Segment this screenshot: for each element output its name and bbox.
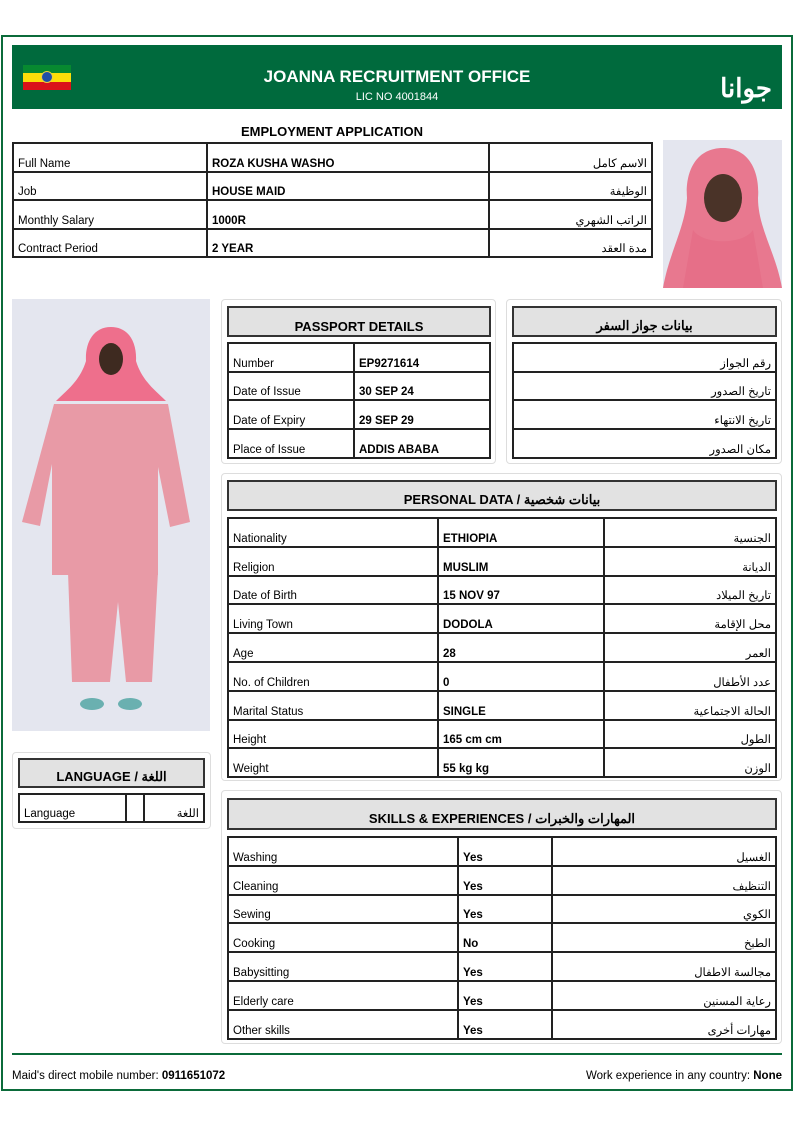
field-value: 15 NOV 97	[438, 576, 604, 605]
mobile-number: 0911651072	[161, 1070, 226, 1082]
arabic-logo: جوانا	[720, 73, 772, 103]
field-label: No. of Children	[228, 662, 438, 691]
table-row	[228, 633, 776, 662]
field-value: Yes	[458, 837, 552, 866]
personal-data-table	[227, 517, 777, 778]
field-label-arabic: العمر	[604, 633, 776, 662]
table-row	[228, 952, 776, 981]
table-row	[228, 866, 776, 895]
table-row	[228, 343, 490, 372]
field-value: 28	[438, 633, 604, 662]
portrait-photo	[663, 140, 782, 288]
table-row	[228, 604, 776, 633]
skills-table	[227, 836, 777, 1040]
experience-value: None	[753, 1070, 782, 1082]
field-label-arabic: الوزن	[604, 748, 776, 777]
field-label: Sewing	[228, 895, 458, 924]
field-label: Cooking	[228, 923, 458, 952]
field-label-arabic: الراتب الشهري	[489, 200, 652, 229]
field-label-arabic: الجنسية	[604, 518, 776, 547]
passport-heading: PASSPORT DETAILS	[227, 306, 491, 337]
field-value: 2 YEAR	[207, 229, 489, 258]
table-row	[13, 229, 652, 258]
office-title: JOANNA RECRUITMENT OFFICE	[263, 67, 531, 86]
field-label-arabic: الغسيل	[552, 837, 776, 866]
field-value: 1000R	[207, 200, 489, 229]
field-label-arabic: الطبخ	[552, 923, 776, 952]
field-value: Yes	[458, 866, 552, 895]
passport-arabic-table	[512, 342, 777, 459]
field-label-arabic: رعاية المسنين	[552, 981, 776, 1010]
table-row	[13, 143, 652, 172]
passport-table	[227, 342, 491, 459]
table-row	[228, 981, 776, 1010]
field-label: Marital Status	[228, 691, 438, 720]
work-experience-line	[586, 1070, 782, 1082]
language-value	[126, 794, 144, 822]
field-label: Weight	[228, 748, 438, 777]
field-label: Living Town	[228, 604, 438, 633]
field-value: Yes	[458, 895, 552, 924]
table-row	[513, 429, 776, 458]
personal-data-heading: PERSONAL DATA / بيانات شخصية	[227, 480, 777, 511]
language-table	[18, 793, 205, 823]
table-row	[228, 720, 776, 749]
table-row	[513, 343, 776, 372]
field-value: SINGLE	[438, 691, 604, 720]
field-label-arabic: مدة العقد	[489, 229, 652, 258]
field-label: Date of Expiry	[228, 400, 354, 429]
field-label: Date of Birth	[228, 576, 438, 605]
language-label-arabic: اللغة	[144, 794, 204, 822]
experience-label: Work experience in any country:	[585, 1070, 751, 1082]
field-label: Religion	[228, 547, 438, 576]
language-label: Language	[19, 794, 126, 822]
table-row	[228, 372, 490, 401]
table-row	[513, 372, 776, 401]
table-row	[228, 691, 776, 720]
table-row	[228, 837, 776, 866]
table-row	[228, 1010, 776, 1039]
field-label: Age	[228, 633, 438, 662]
table-row	[228, 923, 776, 952]
field-value: 55 kg kg	[438, 748, 604, 777]
field-label: Full Name	[13, 143, 207, 172]
field-value: 29 SEP 29	[354, 400, 490, 429]
field-value: ETHIOPIA	[438, 518, 604, 547]
field-label-arabic: الديانة	[604, 547, 776, 576]
field-label: Nationality	[228, 518, 438, 547]
skills-heading: SKILLS & EXPERIENCES / المهارات والخبرات	[227, 798, 777, 830]
field-label-arabic: التنظيف	[552, 866, 776, 895]
passport-heading-arabic: بيانات جواز السفر	[512, 306, 777, 337]
field-label-arabic: عدد الأطفال	[604, 662, 776, 691]
field-label: Number	[228, 343, 354, 372]
field-label: Other skills	[228, 1010, 458, 1039]
field-label-arabic: مهارات أخرى	[552, 1010, 776, 1039]
field-value: 165 cm cm	[438, 720, 604, 749]
table-row	[228, 400, 490, 429]
field-value: 0	[438, 662, 604, 691]
field-label-arabic: الطول	[604, 720, 776, 749]
table-row	[228, 547, 776, 576]
field-label: Date of Issue	[228, 372, 354, 401]
field-label-arabic: محل الإقامة	[604, 604, 776, 633]
table-row	[513, 400, 776, 429]
form-title: EMPLOYMENT APPLICATION	[241, 124, 423, 139]
footer-divider	[12, 1053, 782, 1055]
field-label: Place of Issue	[228, 429, 354, 458]
language-heading: LANGUAGE / اللغة	[18, 758, 205, 788]
mobile-number-line	[12, 1070, 225, 1082]
field-value: ADDIS ABABA	[354, 429, 490, 458]
field-label: Cleaning	[228, 866, 458, 895]
field-value: No	[458, 923, 552, 952]
field-label-arabic: تاريخ الميلاد	[604, 576, 776, 605]
table-row	[228, 895, 776, 924]
field-value: EP9271614	[354, 343, 490, 372]
field-value: ROZA KUSHA WASHO	[207, 143, 489, 172]
field-value: Yes	[458, 981, 552, 1010]
field-label: Job	[13, 172, 207, 201]
header-banner	[12, 45, 782, 109]
table-row	[228, 576, 776, 605]
field-label-arabic: رقم الجواز	[513, 343, 776, 372]
field-label-arabic: مكان الصدور	[513, 429, 776, 458]
table-row	[13, 200, 652, 229]
license-number: LIC NO 4001844	[355, 91, 439, 103]
field-label-arabic: تاريخ الانتهاء	[513, 400, 776, 429]
field-value: Yes	[458, 1010, 552, 1039]
field-value: DODOLA	[438, 604, 604, 633]
field-label-arabic: الاسم كامل	[489, 143, 652, 172]
field-label-arabic: الكوي	[552, 895, 776, 924]
field-label-arabic: الوظيفة	[489, 172, 652, 201]
table-row	[228, 662, 776, 691]
field-value: HOUSE MAID	[207, 172, 489, 201]
full-body-photo	[12, 299, 210, 731]
field-value: MUSLIM	[438, 547, 604, 576]
field-label: Babysitting	[228, 952, 458, 981]
field-value: Yes	[458, 952, 552, 981]
field-label-arabic: الحالة الاجتماعية	[604, 691, 776, 720]
main-info-table	[12, 142, 653, 258]
table-row	[228, 748, 776, 777]
field-label: Height	[228, 720, 438, 749]
field-value: 30 SEP 24	[354, 372, 490, 401]
table-row	[13, 172, 652, 201]
field-label: Monthly Salary	[13, 200, 207, 229]
table-row	[228, 518, 776, 547]
field-label-arabic: مجالسة الاطفال	[552, 952, 776, 981]
mobile-label: Maid's direct mobile number:	[12, 1070, 159, 1082]
field-label: Elderly care	[228, 981, 458, 1010]
field-label: Washing	[228, 837, 458, 866]
field-label: Contract Period	[13, 229, 207, 258]
field-label-arabic: تاريخ الصدور	[513, 372, 776, 401]
table-row	[228, 429, 490, 458]
